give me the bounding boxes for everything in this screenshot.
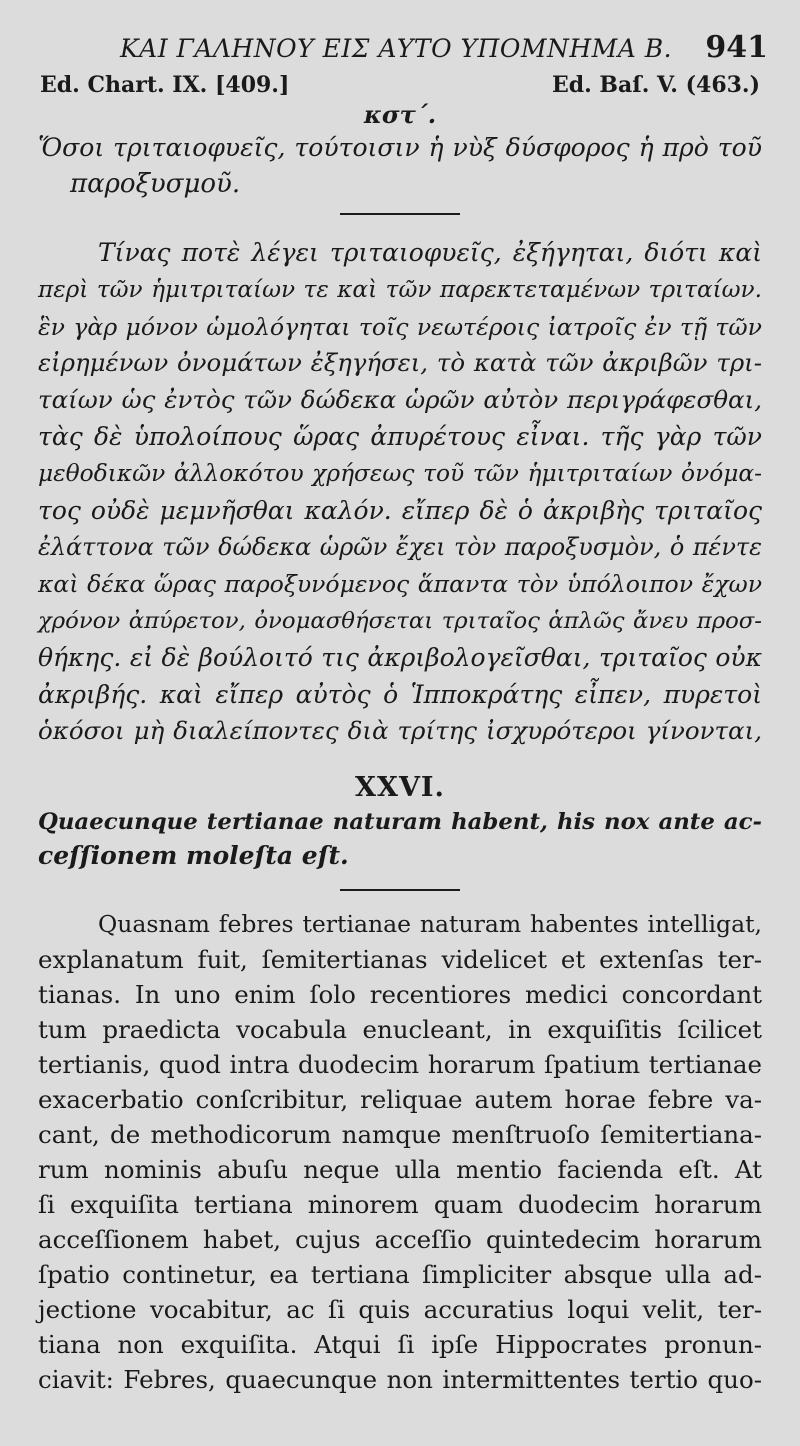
section-divider xyxy=(340,889,460,891)
latin-commentary xyxy=(38,907,762,1397)
latin-commentary-line: tertianis, quod intra duodecim horarum ſpatium tertianae xyxy=(38,1050,762,1079)
greek-section-number: κστ΄. xyxy=(363,100,437,129)
latin-commentary-line: rum nominis abuſu neque ulla mentio facienda eſt. At xyxy=(38,1155,762,1184)
edition-references xyxy=(40,72,760,102)
greek-lemma-line: παροξυσμοῦ. xyxy=(70,169,241,199)
greek-commentary-line: τος οὐδὲ μεμνῆσθαι καλόν. εἴπερ δὲ ὁ ἀκριβὴς τριταῖος xyxy=(38,495,762,525)
latin-commentary-line: tianas. In uno enim ſolo recentiores medici concordant xyxy=(38,980,762,1009)
greek-commentary-line: Τίνας ποτὲ λέγει τριταιοφυεῖς, ἐξήγηται, διότι καὶ xyxy=(98,238,762,267)
latin-commentary-line: tum praedicta vocabula enucleant, in exquiſitis ſcilicet xyxy=(38,1015,762,1044)
greek-commentary-line: μεθοδικῶν ἀλλοκότου χρήσεως τοῦ τῶν ἡμιτριταίων ὀνόμα- xyxy=(38,459,762,487)
latin-lemma xyxy=(38,805,762,873)
latin-commentary-line: tiana non exquiſita. Atqui ſi ipſe Hippocrates pronun- xyxy=(38,1330,762,1359)
greek-commentary-line: χρόνον ἀπύρετον, ὀνομασθήσεται τριταῖος ἁπλῶς ἄνευ προσ- xyxy=(38,607,762,634)
latin-lemma-line: ceſſionem moleſta eſt. xyxy=(38,841,349,870)
greek-commentary-line: καὶ δέκα ὥρας παροξυνόμενος ἅπαντα τὸν ὑπόλοιπον ἔχων xyxy=(38,570,762,599)
edition-ref-chartier: Ed. Chart. IX. [409.] xyxy=(40,72,290,98)
running-head xyxy=(0,30,800,66)
greek-lemma xyxy=(38,130,762,202)
edition-ref-basel: Ed. Baſ. V. (463.) xyxy=(551,72,760,98)
latin-commentary-line: cant, de methodicorum namque menſtruoſo ſemitertiana- xyxy=(38,1120,762,1149)
greek-commentary-line: εἰρημένων ὀνομάτων ἐξηγήσει, τὸ κατὰ τῶν ἀκριβῶν τρι- xyxy=(38,348,762,378)
page-number: 941 xyxy=(705,30,768,65)
latin-lemma-line: Quaecunque tertianae naturam habent, his nox ante ac- xyxy=(38,809,762,835)
greek-commentary-line: ἓν γὰρ μόνον ὡμολόγηται τοῖς νεωτέροις ἰατροῖς ἐν τῇ τῶν xyxy=(38,312,762,341)
latin-commentary-line: jectione vocabitur, ac ſi quis accuratius loqui velit, ter- xyxy=(38,1295,762,1324)
greek-commentary-line: τὰς δὲ ὑπολοίπους ὥρας ἀπυρέτους εἶναι. τῆς γὰρ τῶν xyxy=(38,421,762,451)
running-head-title: ΚΑΙ ΓΑΛΗΝΟΥ ΕΙΣ ΑΥΤΟ ΥΠΟΜΝΗΜΑ Β. xyxy=(120,34,673,63)
greek-commentary-line: ἀκριβής. καὶ εἴπερ αὐτὸς ὁ Ἱπποκράτης εἶπεν, πυρετοὶ xyxy=(38,679,762,709)
greek-commentary-line: ὁκόσοι μὴ διαλείποντες διὰ τρίτης ἰσχυρότεροι γίνονται, xyxy=(38,716,762,746)
section-divider xyxy=(340,213,460,215)
latin-commentary-line: ciavit: Febres, quaecunque non intermittentes tertio quo- xyxy=(38,1365,762,1394)
greek-commentary-line: θήκης. εἰ δὲ βούλοιτό τις ἀκριβολογεῖσθαι, τριταῖος οὐκ xyxy=(38,642,762,672)
latin-commentary-line: Quasnam febres tertianae naturam habentes intelligat, xyxy=(98,910,762,938)
latin-commentary-line: ſi exquiſita tertiana minorem quam duodecim horarum xyxy=(38,1190,762,1219)
latin-section-number: XXVI. xyxy=(355,772,445,803)
greek-commentary-line: περὶ τῶν ἡμιτριταίων τε καὶ τῶν παρεκτεταμένων τριταίων. xyxy=(38,275,762,303)
greek-commentary-line: ἐλάττονα τῶν δώδεκα ὡρῶν ἔχει τὸν παροξυσμὸν, ὁ πέντε xyxy=(38,533,762,562)
latin-commentary-line: acceſſionem habet, cujus acceſſio quintedecim horarum xyxy=(38,1225,762,1254)
latin-commentary-line: explanatum fuit, ſemitertianas videlicet et extenſas ter- xyxy=(38,945,762,974)
greek-commentary xyxy=(38,235,762,750)
latin-commentary-line: exacerbatio conſcribitur, reliquae autem horae febre va- xyxy=(38,1085,762,1114)
greek-lemma-line: Ὅσοι τριταιοφυεῖς, τούτοισιν ἡ νὺξ δύσφορος ἡ πρὸ τοῦ xyxy=(38,133,762,162)
greek-commentary-line: ταίων ὡς ἐντὸς τῶν δώδεκα ὡρῶν αὐτὸν περιγράφεσθαι, xyxy=(38,385,762,415)
latin-commentary-line: ſpatio continetur, ea tertiana ſimpliciter absque ulla ad- xyxy=(38,1260,762,1289)
